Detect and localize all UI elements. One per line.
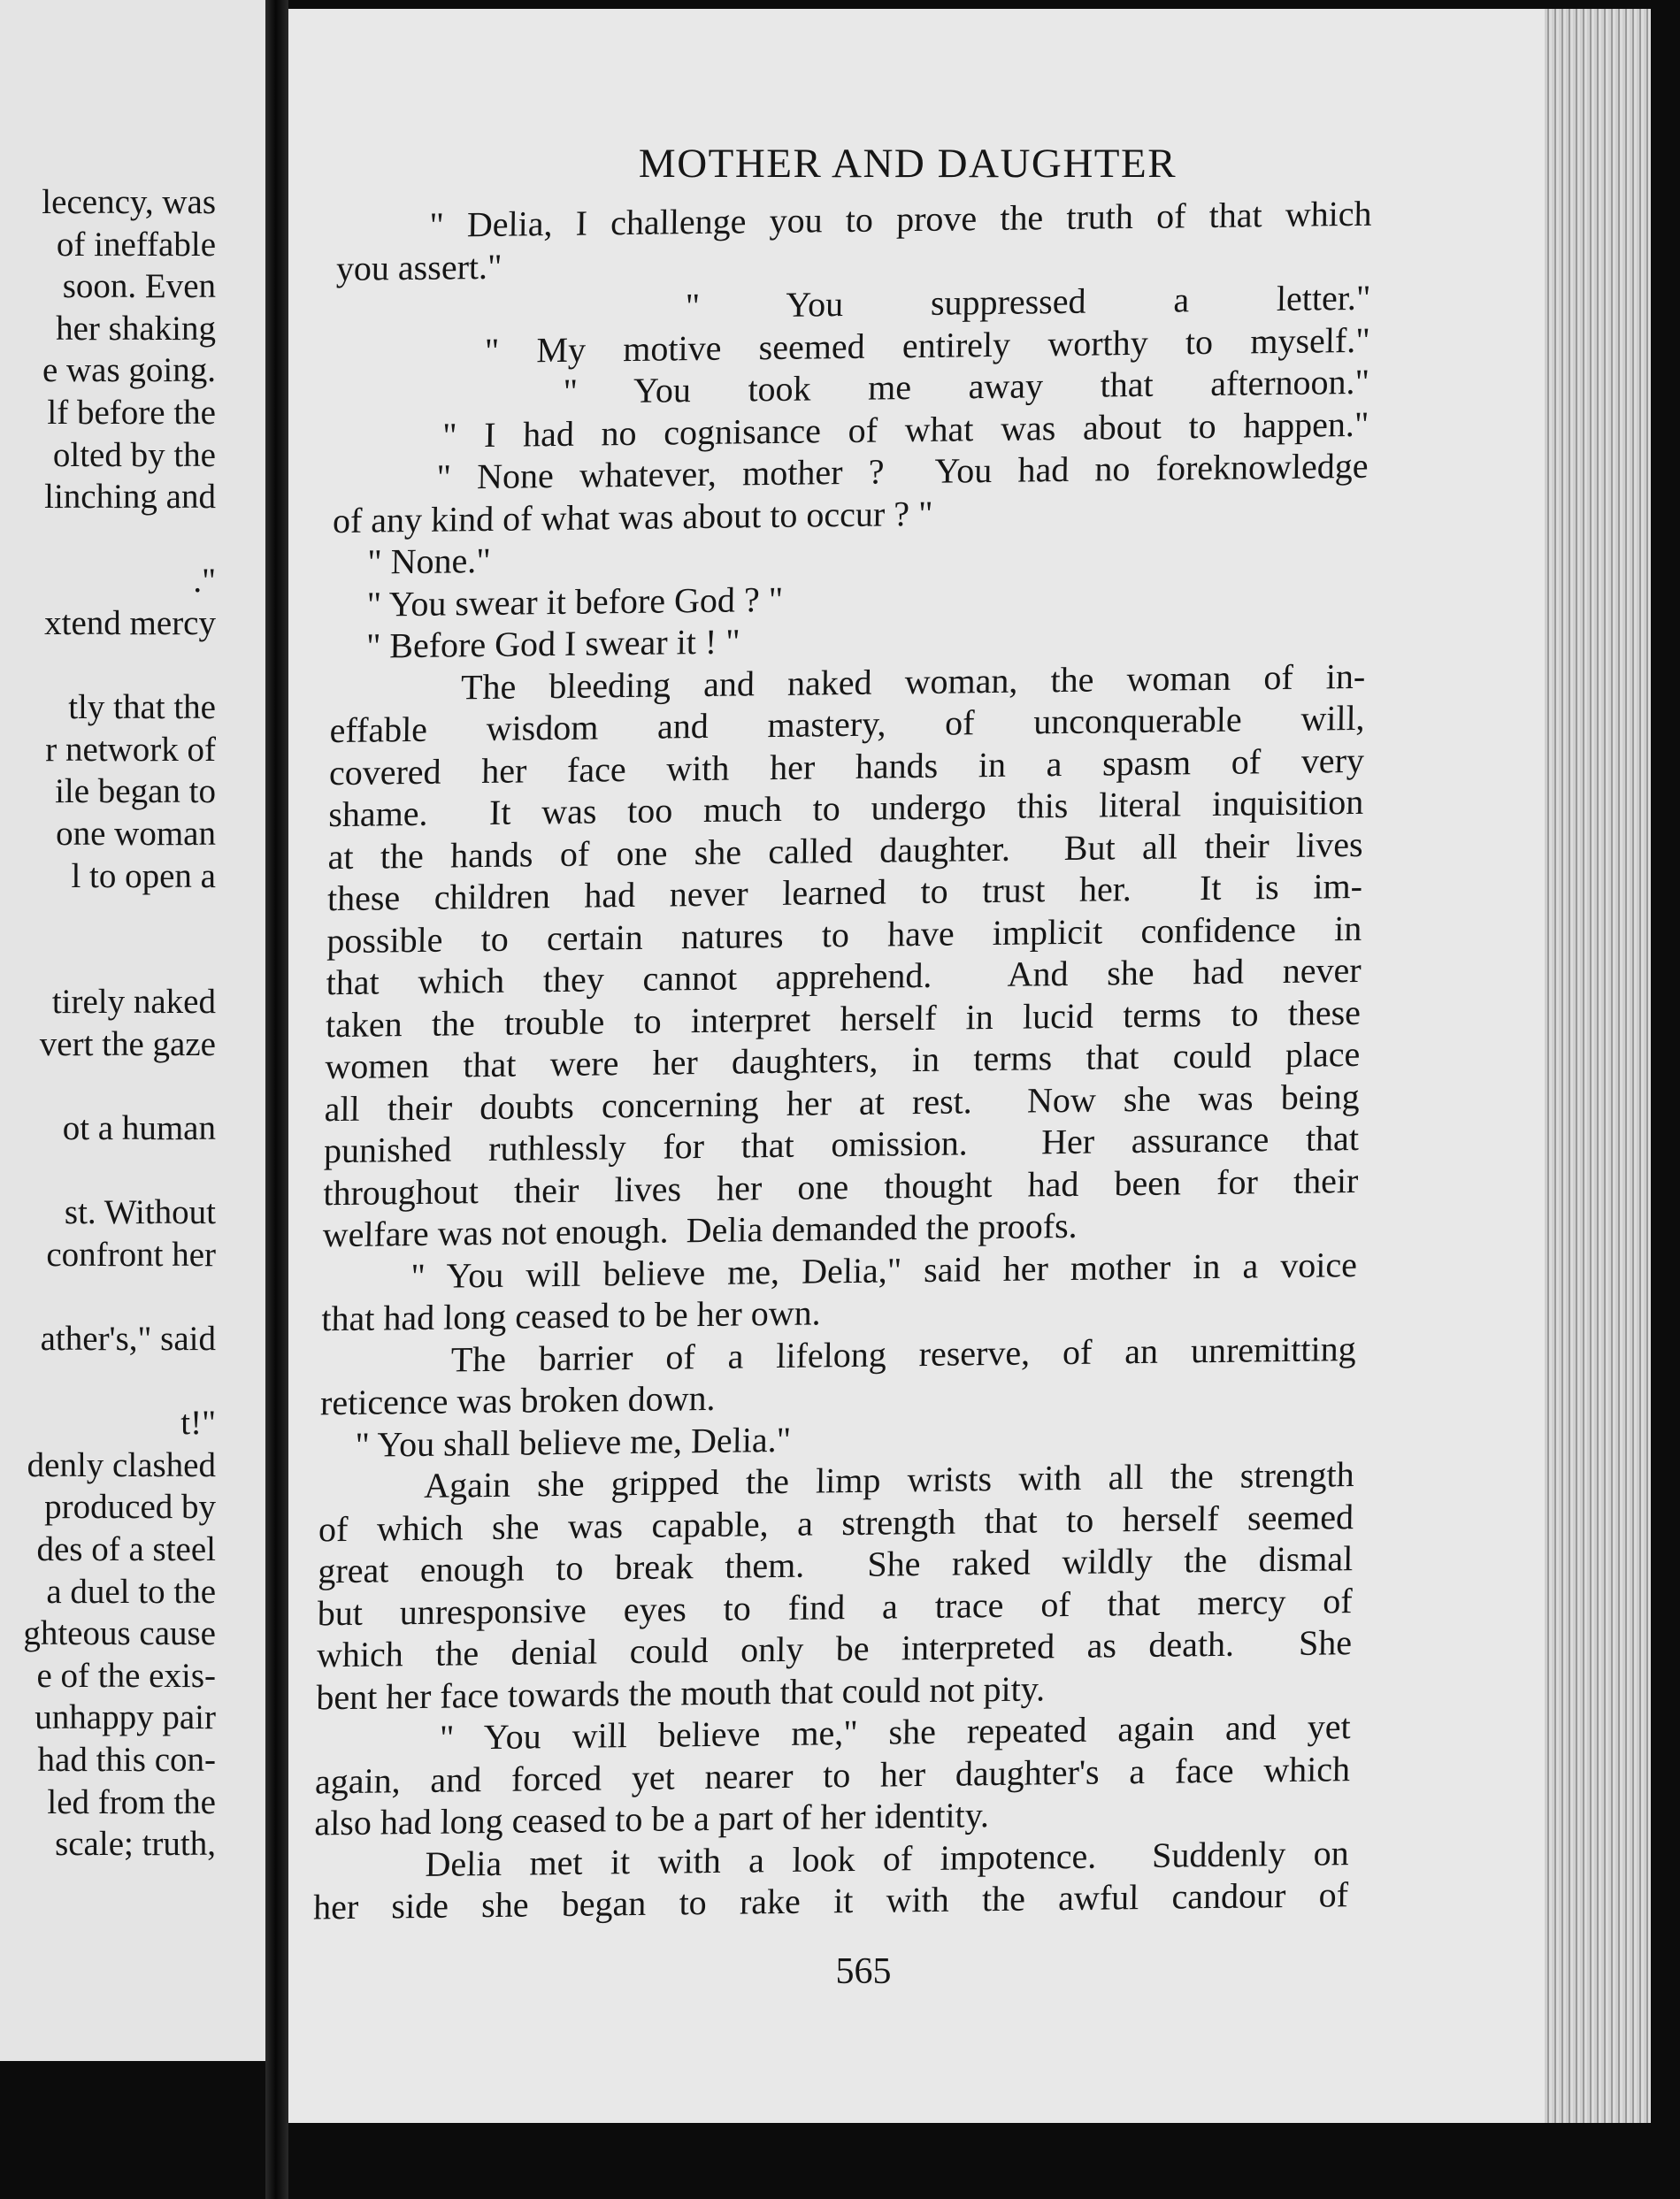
text-line: " None." [332, 540, 491, 583]
text-line: " Before God I swear it ! " [330, 621, 740, 667]
body-text [313, 188, 1651, 1928]
left-page-line: e of the exis- [36, 1656, 216, 1695]
left-page-line [0, 518, 216, 561]
left-page-line: ile began to [55, 772, 216, 811]
text-line: Delia met it with a look of impotence. Suddenly on [313, 1832, 1350, 1885]
left-page [0, 0, 271, 2061]
left-page-line [0, 1150, 216, 1192]
left-page-line: l to open a [71, 856, 216, 895]
text-line: reticence was broken down. [319, 1377, 716, 1423]
left-page-line: des of a steel [36, 1530, 216, 1568]
left-page-line: ghteous cause [23, 1614, 216, 1653]
running-head: MOTHER AND DAUGHTER [638, 141, 1178, 187]
text-line: " Delia, I challenge you to prove the truth of that which [336, 193, 1372, 247]
text-line: covered her face with her hands in a spasm of very [328, 739, 1365, 793]
left-page-line: e was going. [42, 351, 216, 390]
text-line: " My motive seemed entirely worthy to myself." [334, 319, 1370, 372]
text-line: that had long ceased to be her own. [321, 1292, 821, 1339]
left-page-line [0, 1360, 216, 1403]
left-page-line: had this con- [37, 1740, 216, 1779]
left-page-line: produced by [44, 1488, 216, 1527]
text-line: of any kind of what was about to occur ? " [332, 493, 933, 540]
left-page-line: ." [193, 562, 216, 601]
book-gutter [265, 0, 288, 2199]
left-page-line: xtend mercy [44, 603, 216, 642]
text-line: all their doubts concerning her at rest. Now she was being [324, 1076, 1360, 1129]
left-page-line [0, 645, 216, 687]
left-page-line: scale; truth, [55, 1825, 216, 1864]
left-page-line: linching and [44, 478, 216, 517]
text-line: of which she was capable, a strength that to herself seemed [318, 1496, 1354, 1549]
text-line: bent her face towards the mouth that could not pity. [316, 1667, 1046, 1717]
left-page-line: soon. Even [62, 267, 216, 306]
text-line: " You shall believe me, Delia." [319, 1419, 792, 1465]
text-line: possible to certain natures to have implicit confidence in [326, 908, 1362, 961]
text-line: " You suppressed a letter." [335, 277, 1371, 331]
left-page-line [0, 1276, 216, 1318]
left-page-text [0, 181, 216, 1866]
text-line: " You took me away that afternoon." [334, 361, 1370, 415]
left-page-line: unhappy pair [35, 1698, 216, 1737]
left-page-line: st. Without [64, 1193, 216, 1232]
left-page-line: denly clashed [27, 1445, 216, 1484]
left-page-line [0, 1065, 216, 1107]
left-page-line: led from the [47, 1782, 216, 1821]
text-line: women that were her daughters, in terms that could place [325, 1033, 1361, 1087]
left-page-line: one woman [56, 814, 216, 853]
text-line: which the denial could only be interpreted as death. She [316, 1622, 1353, 1675]
text-line: but unresponsive eyes to find a trace of that mercy of [317, 1580, 1354, 1633]
text-line: " I had no cognisance of what was about to happen." [334, 403, 1369, 456]
left-page-line: her shaking [56, 309, 216, 348]
left-page-line: ather's," said [40, 1320, 216, 1359]
text-line: at the hands of one she called daughter. But all their lives [327, 824, 1363, 877]
text-line: shame. It was too much to undergo this literal inquisition [328, 781, 1364, 835]
left-page-line [0, 897, 216, 939]
text-line: also had long ceased to be a part of her identity. [314, 1795, 990, 1843]
left-page-line: confront her [46, 1235, 216, 1274]
left-page-line: a duel to the [46, 1572, 216, 1611]
text-line: you assert." [335, 246, 502, 288]
left-page-line: vert the gaze [39, 1024, 216, 1063]
page-number: 565 [835, 1951, 892, 1992]
text-line: " None whatever, mother ? You had no foreknowledge [333, 445, 1369, 499]
left-page-line: t!" [180, 1404, 216, 1443]
text-line: throughout their lives her one thought had been for their [323, 1160, 1359, 1213]
text-line: taken the trouble to interpret herself in lucid terms to these [325, 992, 1362, 1045]
text-line: effable wisdom and mastery, of unconquerable will, [329, 697, 1365, 751]
left-page-line: of ineffable [56, 225, 216, 264]
left-page-line: tirely naked [51, 983, 216, 1022]
text-line: " You swear it before God ? " [331, 578, 784, 624]
left-page-line: lecency, was [42, 183, 216, 221]
left-page-line: lf before the [47, 393, 216, 432]
left-page-line [0, 939, 216, 982]
text-line: The barrier of a lifelong reserve, of an unremitting [320, 1328, 1356, 1381]
left-page-line: olted by the [52, 435, 216, 474]
text-line: The bleeding and naked woman, the woman of in- [330, 655, 1366, 709]
text-line: again, and forced yet nearer to her daughter's a face which [314, 1748, 1351, 1801]
text-line: " You will believe me, Delia," said her mother in a voice [321, 1244, 1358, 1297]
left-page-line: r network of [45, 730, 216, 769]
text-line: great enough to break them. She raked wildly the dismal [318, 1538, 1354, 1591]
left-page-line: ot a human [62, 1109, 216, 1148]
text-line: her side she began to rake it with the awful candour of [312, 1874, 1349, 1927]
text-line: these children had never learned to trust her. It is im- [326, 865, 1363, 919]
text-line: " You will believe me," she repeated again and yet [315, 1706, 1352, 1759]
text-line: Again she gripped the limp wrists with all the strength [318, 1454, 1354, 1507]
text-line: punished ruthlessly for that omission. Her assurance that [323, 1117, 1360, 1171]
text-line: welfare was not enough. Delia demanded the proofs. [322, 1205, 1078, 1255]
text-line: that which they cannot apprehend. And she had never [326, 949, 1362, 1003]
right-page [288, 9, 1651, 2123]
left-page-line: tly that the [68, 688, 216, 727]
